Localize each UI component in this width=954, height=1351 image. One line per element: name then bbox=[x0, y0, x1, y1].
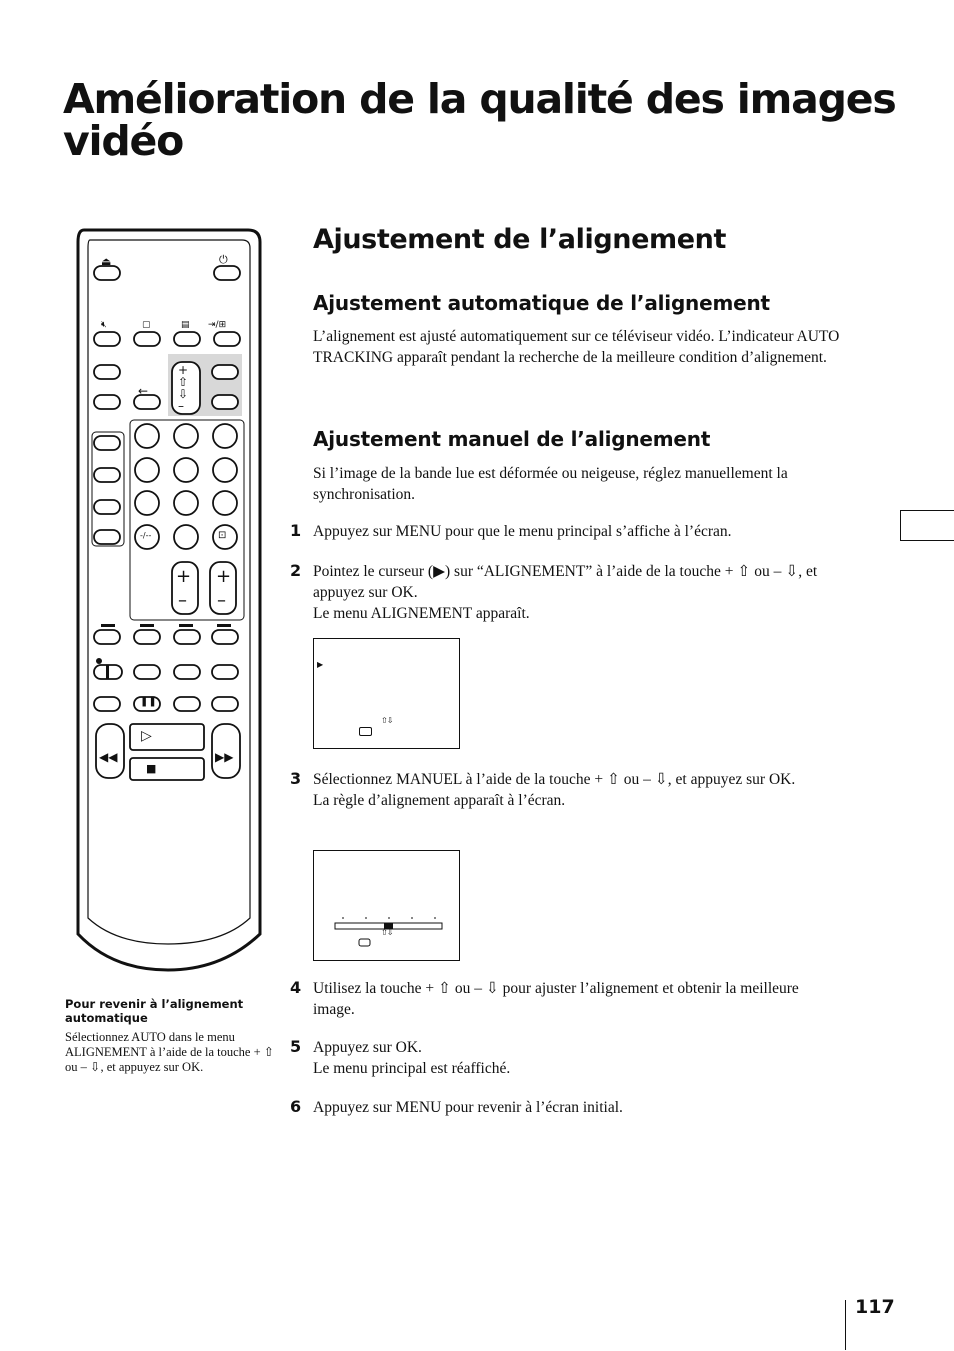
step-5-line2: Le menu principal est réaffiché. bbox=[313, 1060, 511, 1077]
section-title: Ajustement de l’alignement bbox=[313, 224, 726, 255]
subheading-auto-tracking: Ajustement automatique de l’alignement bbox=[313, 291, 770, 315]
step-text-4 bbox=[313, 978, 828, 1020]
volume-up-icon: + bbox=[176, 566, 192, 587]
step-4-line1: Utilisez la touche + ⇧ ou – ⇩ pour ajuster l’alignement et obtenir la meilleure image. bbox=[313, 980, 799, 1018]
teletext-icon: ▤ bbox=[181, 320, 190, 330]
step-number-2: 2 bbox=[290, 561, 302, 580]
fast-forward-icon: ▶▶ bbox=[215, 750, 234, 764]
note-text: Sélectionnez AUTO dans le menu ALIGNEMENT à l’aide de la touche + ⇧ ou – ⇩, et appuyez sur OK. bbox=[65, 1030, 275, 1074]
step-3-line2: La règle d’alignement apparaît à l’écran. bbox=[313, 792, 566, 809]
step-1-line1: Appuyez sur MENU pour que le menu principal s’affiche à l’écran. bbox=[313, 523, 732, 540]
rewind-icon: ◀◀ bbox=[99, 750, 118, 764]
pause-icon: ❚❚ bbox=[140, 696, 157, 707]
step-number-4: 4 bbox=[290, 978, 302, 997]
step-number-1: 1 bbox=[290, 521, 302, 540]
sound-mode-icon: ⊡ bbox=[218, 530, 227, 541]
program-up-icon: + ⇧ bbox=[178, 363, 189, 389]
display-icon: ▢ bbox=[142, 320, 151, 330]
input-select-icon: ⇥/⊞ bbox=[208, 320, 227, 330]
step-text-1 bbox=[313, 521, 828, 542]
chapter-side-tab bbox=[900, 510, 954, 541]
step-6-line1: Appuyez sur MENU pour revenir à l’écran initial. bbox=[313, 1099, 623, 1116]
alignment-ruler-screen bbox=[313, 850, 460, 961]
paragraph-manual-tracking: Si l’image de la bande lue est déformée ou neigeuse, réglez manuellement la synchronisation. bbox=[313, 465, 788, 503]
eject-icon: ⏏ bbox=[101, 255, 112, 268]
menu-cursor-icon: ▶ bbox=[317, 660, 324, 669]
step-number-3: 3 bbox=[290, 769, 302, 788]
ok-button-icon bbox=[359, 939, 370, 946]
subheading-manual-tracking: Ajustement manuel de l’alignement bbox=[313, 427, 711, 451]
ok-button-icon bbox=[359, 727, 372, 736]
power-icon: ⏻ bbox=[219, 253, 228, 266]
up-down-arrows-icon: ⇧⇩ bbox=[381, 716, 393, 725]
tracking-ruler bbox=[314, 851, 459, 960]
step-3-line1: Sélectionnez MANUEL à l’aide de la touche + ⇧ ou – ⇩, et appuyez sur OK. bbox=[313, 771, 796, 788]
step-number-6: 6 bbox=[290, 1097, 302, 1116]
up-down-arrows-icon: ⇧⇩ bbox=[381, 928, 393, 937]
paragraph-auto-tracking: L’alignement est ajusté automatiquement sur ce téléviseur vidéo. L’indicateur AUTO TRACKING apparaît pendant la recherche de la meilleure condition d’alignement. bbox=[313, 328, 840, 366]
volume-down-icon: – bbox=[178, 590, 187, 611]
channel-down-icon: – bbox=[217, 590, 226, 611]
remote-control-illustration bbox=[72, 228, 264, 973]
play-icon: ▷ bbox=[141, 728, 152, 744]
alignment-menu-screen bbox=[313, 638, 460, 749]
step-text-2 bbox=[313, 561, 828, 624]
step-2-line2: Le menu ALIGNEMENT apparaît. bbox=[313, 605, 530, 622]
step-text-6 bbox=[313, 1097, 828, 1118]
step-text-5 bbox=[313, 1037, 828, 1079]
note-title: Pour revenir à l’alignement automatique bbox=[65, 997, 244, 1025]
page-number: 117 bbox=[855, 1296, 895, 1318]
step-text-3 bbox=[313, 769, 828, 811]
stop-icon: ■ bbox=[146, 762, 157, 775]
step-5-line1: Appuyez sur OK. bbox=[313, 1039, 422, 1056]
program-down-icon: ⇩ – bbox=[178, 387, 189, 413]
back-arrow-icon: ← bbox=[138, 384, 149, 398]
channel-up-icon: + bbox=[216, 566, 232, 587]
page-title: Amélioration de la qualité des images vidéo bbox=[63, 75, 896, 165]
digit-entry-icon: -/-- bbox=[140, 531, 152, 540]
step-number-5: 5 bbox=[290, 1037, 302, 1056]
mute-icon: 🔇︎ bbox=[101, 320, 107, 330]
step-2-line1: Pointez le curseur (▶) sur “ALIGNEMENT” à l’aide de la touche + ⇧ ou – ⇩, et appuyez sur OK. bbox=[313, 563, 818, 601]
page-number-divider bbox=[845, 1300, 846, 1350]
